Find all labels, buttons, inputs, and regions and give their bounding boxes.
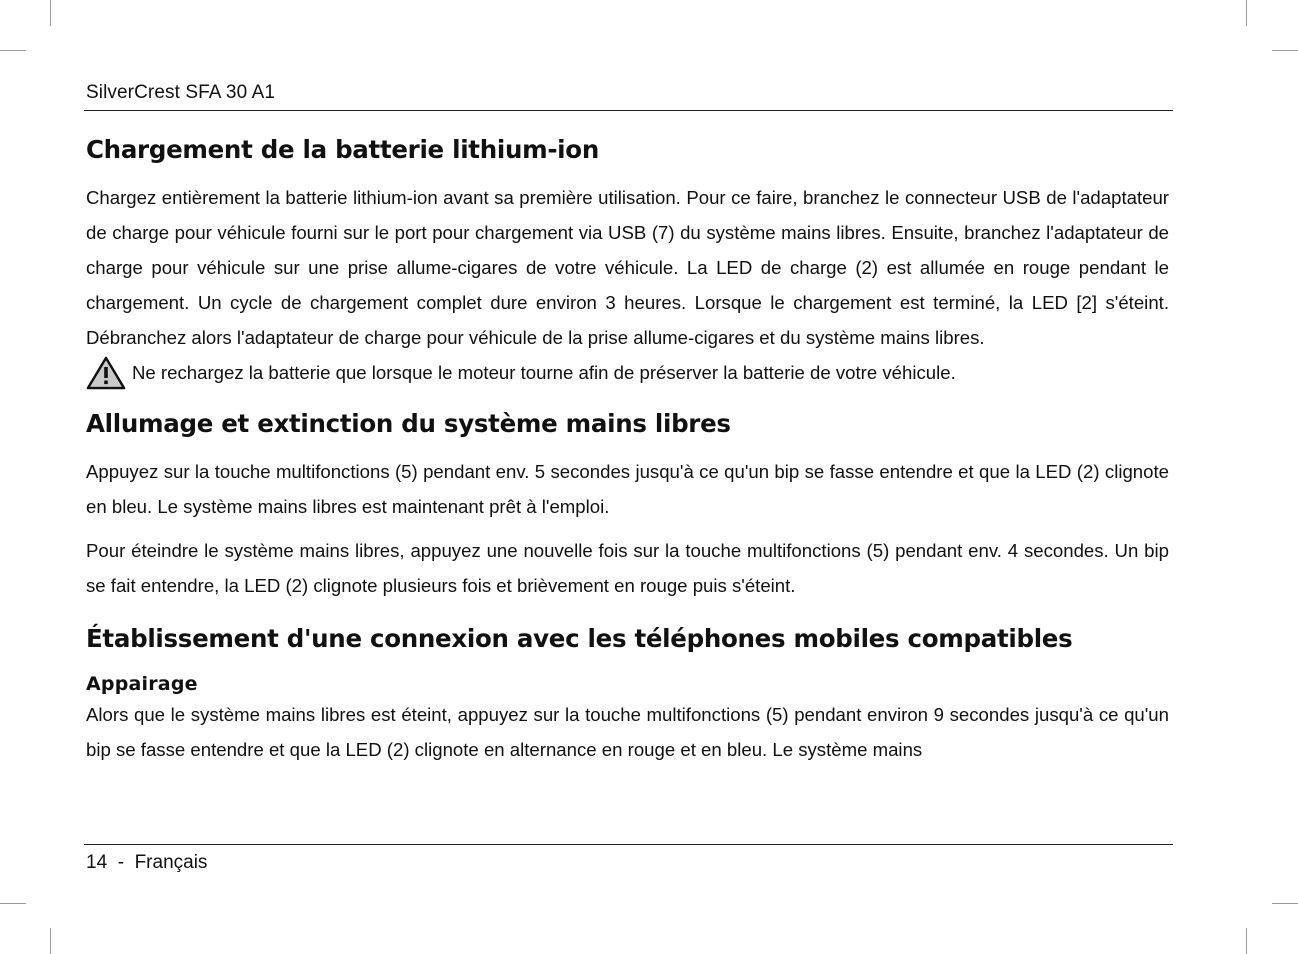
crop-mark bbox=[0, 903, 26, 904]
footer-rule bbox=[84, 844, 1173, 845]
crop-mark bbox=[1272, 50, 1298, 51]
warning-note bbox=[86, 355, 1169, 390]
warning-triangle-icon bbox=[86, 356, 126, 390]
crop-mark bbox=[0, 50, 26, 51]
crop-mark bbox=[1272, 903, 1298, 904]
power-on-paragraph: Appuyez sur la touche multifonctions (5) pendant env. 5 secondes jusqu'à ce qu'un bip se fasse entendre et que la LED (2) clignote en bleu. Le système mains libres est maintenant prêt à l'emploi. bbox=[86, 461, 1169, 517]
section-heading-connection: Établissement d'une connexion avec les téléphones mobiles compatibles bbox=[86, 624, 1073, 653]
section-heading-power: Allumage et extinction du système mains libres bbox=[86, 409, 731, 438]
power-off-paragraph: Pour éteindre le système mains libres, appuyez une nouvelle fois sur la touche multifonctions (5) pendant env. 4 secondes. Un bip se fait entendre, la LED (2) clignote plusieurs fois et brièvement en rouge puis s'éteint. bbox=[86, 540, 1169, 596]
subheading-pairing: Appairage bbox=[86, 673, 198, 695]
page-footer: 14 - Français bbox=[86, 852, 208, 873]
crop-mark bbox=[50, 928, 51, 954]
pairing-paragraph: Alors que le système mains libres est éteint, appuyez sur la touche multifonctions (5) pendant environ 9 secondes jusqu'à ce qu'un bip se fasse entendre et que la LED (2) clignote en alternance en rouge et en bleu. Le système mains bbox=[86, 704, 1169, 760]
crop-mark bbox=[1246, 928, 1247, 954]
crop-mark bbox=[50, 0, 51, 26]
page-header: SilverCrest SFA 30 A1 bbox=[86, 82, 276, 103]
crop-mark bbox=[1246, 0, 1247, 26]
header-rule bbox=[84, 110, 1173, 111]
charging-paragraph: Chargez entièrement la batterie lithium-ion avant sa première utilisation. Pour ce faire, branchez le connecteur USB de l'adaptateur de charge pour véhicule fourni sur le port pour chargement via USB (7) du système mains libres. Ensuite, branchez l'adaptateur de charge pour véhicule sur une prise allume-cigares de votre véhicule. La LED de charge (2) est allumée en rouge pendant le chargement. Un cycle de chargement complet dure environ 3 heures. Lorsque le chargement est terminé, la LED [2] s'éteint. Débranchez alors l'adaptateur de charge pour véhicule de la prise allume-cigares et du système mains libres. bbox=[86, 187, 1169, 348]
warning-text: Ne rechargez la batterie que lorsque le moteur tourne afin de préserver la batterie de votre véhicule. bbox=[132, 362, 956, 383]
section-heading-charging: Chargement de la batterie lithium-ion bbox=[86, 135, 599, 164]
page-content bbox=[86, 126, 1169, 767]
